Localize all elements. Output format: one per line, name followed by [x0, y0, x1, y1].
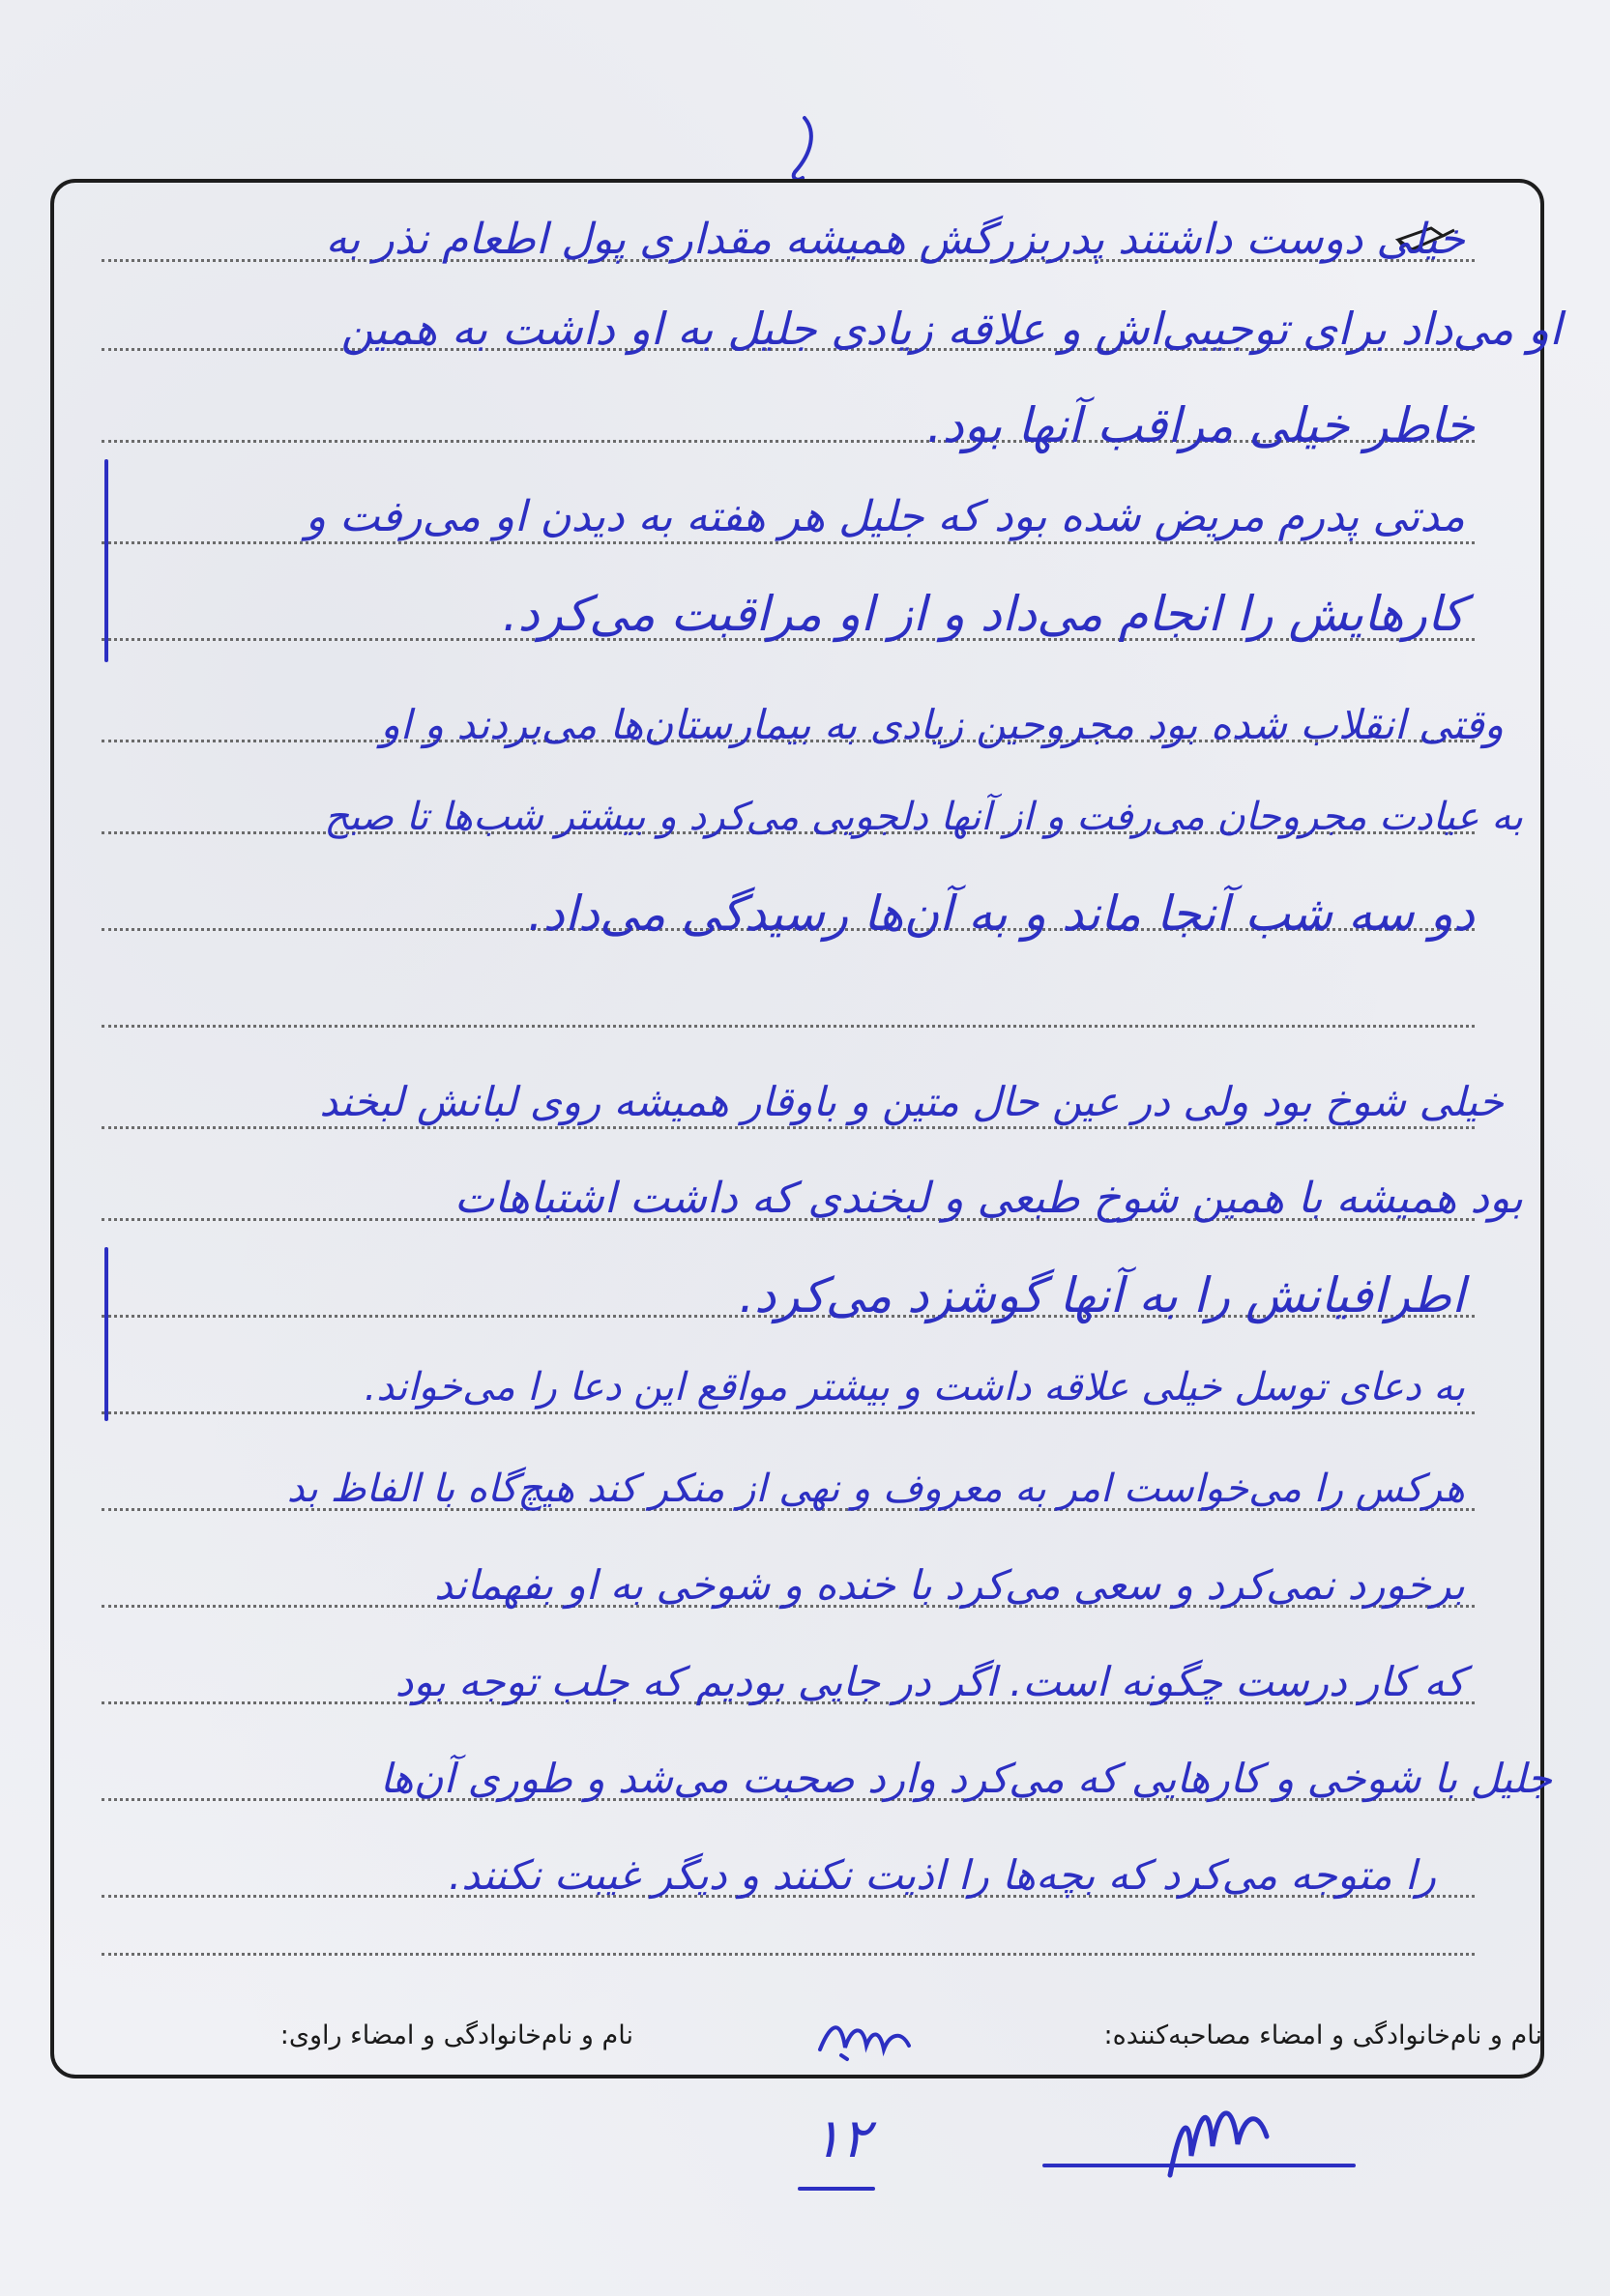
handwritten-line: را متوجه می‌کرد که بچه‌ها را اذیت نکنند و دیگر غیبت نکنند. — [448, 1851, 1436, 1899]
interviewer-signature — [812, 2001, 928, 2069]
handwritten-line: خیلی دوست داشتند پدربزرگش همیشه مقداری پول اطعام نذر به — [325, 215, 1465, 264]
handwritten-line: خیلی شوخ بود ولی در عین حال متین و باوقار همیشه روی لبانش لبخند — [319, 1078, 1504, 1125]
handwritten-line: اطرافیانش را به آنها گوشزد می‌کرد. — [739, 1267, 1465, 1323]
narrator-signature-label: نام و نام‌خانوادگی و امضاء راوی: — [279, 2020, 633, 2050]
handwritten-line: به دعای توسل خیلی علاقه داشت و بیشتر مواقع این دعا را می‌خواند. — [364, 1365, 1465, 1410]
handwritten-line: هرکس را می‌خواست امر به معروف و نهی از منکر کند هیچ‌گاه با الفاظ بد — [286, 1467, 1465, 1511]
narrator-signature — [1025, 2088, 1373, 2194]
ruling-line — [102, 1953, 1475, 1956]
handwritten-line: بود همیشه با همین شوخ طبعی و لبخندی که داشت اشتباهات — [454, 1174, 1523, 1223]
handwritten-line: مدتی پدرم مریض شده بود که جلیل هر هفته به دیدن او می‌رفت و — [305, 492, 1465, 541]
handwritten-line: که کار درست چگونه است. اگر در جایی بودیم که جلب توجه بود — [395, 1658, 1465, 1705]
ruling-line — [102, 1025, 1475, 1028]
handwritten-line: کارهایش را انجام می‌داد و از او مراقبت می‌کرد. — [502, 586, 1465, 642]
page-number-underline — [798, 2187, 875, 2191]
handwritten-line: برخورد نمی‌کرد و سعی می‌کرد با خنده و شوخی به او بفهماند — [434, 1561, 1465, 1609]
handwritten-line: خاطر خیلی مراقب آنها بود. — [926, 397, 1475, 453]
margin-bar — [104, 1247, 108, 1421]
handwritten-line: وقتی انقلاب شده بود مجروحین زیادی به بیمارستان‌ها می‌بردند و او — [380, 701, 1504, 748]
margin-bar — [104, 459, 108, 662]
handwritten-line: به عیادت مجروحان می‌رفت و از آنها دلجویی می‌کرد و بیشتر شب‌ها تا صبح — [324, 795, 1523, 839]
handwritten-line: او می‌داد برای توجیبی‌اش و علاقه زیادی جلیل به او داشت به همین — [340, 303, 1562, 355]
handwritten-line: دو سه شب آنجا ماند و به آن‌ها رسیدگی می‌داد. — [527, 886, 1475, 942]
interviewer-signature-label: نام و نام‌خانوادگی و امضاء مصاحبه‌کننده: — [1103, 2020, 1542, 2050]
handwritten-line: جلیل با شوخی و کارهایی که می‌کرد وارد صحبت می‌شد و طوری آن‌ها — [379, 1755, 1552, 1802]
page-number: ۱۲ — [811, 2107, 871, 2170]
